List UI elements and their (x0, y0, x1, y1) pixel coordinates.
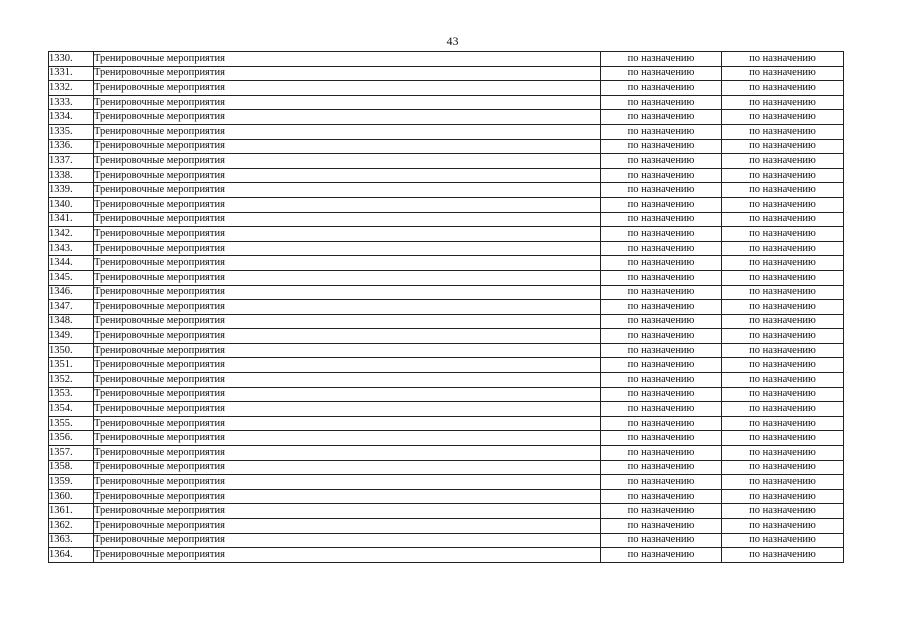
activity-name-cell: Тренировочные мероприятия (94, 183, 601, 198)
activity-name-cell: Тренировочные мероприятия (94, 358, 601, 373)
assignment-cell-2: по назначению (722, 446, 844, 461)
assignment-cell-2: по назначению (722, 475, 844, 490)
assignment-cell-1: по назначению (601, 183, 722, 198)
table-row (49, 256, 844, 271)
activity-name-cell: Тренировочные мероприятия (94, 329, 601, 344)
row-number-cell: 1339. (49, 183, 94, 198)
assignment-cell-2: по назначению (722, 431, 844, 446)
row-number-cell: 1334. (49, 110, 94, 125)
activity-name-cell: Тренировочные мероприятия (94, 212, 601, 227)
assignment-cell-2: по назначению (722, 533, 844, 548)
table-row (49, 300, 844, 315)
activity-name-cell: Тренировочные мероприятия (94, 124, 601, 139)
row-number-cell: 1332. (49, 81, 94, 96)
assignment-cell-1: по назначению (601, 168, 722, 183)
row-number-cell: 1346. (49, 285, 94, 300)
assignment-cell-2: по назначению (722, 285, 844, 300)
activity-name-cell: Тренировочные мероприятия (94, 519, 601, 534)
activity-name-cell: Тренировочные мероприятия (94, 241, 601, 256)
table-row (49, 95, 844, 110)
assignment-cell-2: по назначению (722, 183, 844, 198)
assignment-cell-1: по назначению (601, 314, 722, 329)
row-number-cell: 1345. (49, 270, 94, 285)
activity-name-cell: Тренировочные мероприятия (94, 343, 601, 358)
row-number-cell: 1333. (49, 95, 94, 110)
activity-name-cell: Тренировочные мероприятия (94, 270, 601, 285)
assignment-cell-2: по назначению (722, 519, 844, 534)
assignment-cell-2: по назначению (722, 343, 844, 358)
row-number-cell: 1363. (49, 533, 94, 548)
table-row (49, 504, 844, 519)
activity-name-cell: Тренировочные мероприятия (94, 300, 601, 315)
assignment-cell-1: по назначению (601, 431, 722, 446)
assignment-cell-1: по назначению (601, 548, 722, 563)
activity-name-cell: Тренировочные мероприятия (94, 387, 601, 402)
assignment-cell-2: по назначению (722, 168, 844, 183)
row-number-cell: 1351. (49, 358, 94, 373)
table-row (49, 66, 844, 81)
row-number-cell: 1358. (49, 460, 94, 475)
assignment-cell-1: по назначению (601, 95, 722, 110)
assignment-cell-1: по назначению (601, 504, 722, 519)
row-number-cell: 1359. (49, 475, 94, 490)
assignment-cell-1: по назначению (601, 81, 722, 96)
table-row (49, 460, 844, 475)
assignment-cell-2: по назначению (722, 139, 844, 154)
assignment-cell-1: по назначению (601, 241, 722, 256)
assignment-cell-2: по назначению (722, 66, 844, 81)
assignment-cell-1: по назначению (601, 212, 722, 227)
table-row (49, 475, 844, 490)
table-row (49, 212, 844, 227)
row-number-cell: 1352. (49, 373, 94, 388)
row-number-cell: 1340. (49, 197, 94, 212)
activity-name-cell: Тренировочные мероприятия (94, 66, 601, 81)
row-number-cell: 1336. (49, 139, 94, 154)
assignment-cell-2: по назначению (722, 270, 844, 285)
assignment-cell-2: по назначению (722, 314, 844, 329)
table-row (49, 241, 844, 256)
row-number-cell: 1353. (49, 387, 94, 402)
table-row (49, 314, 844, 329)
assignment-cell-2: по назначению (722, 124, 844, 139)
row-number-cell: 1344. (49, 256, 94, 271)
assignment-cell-1: по назначению (601, 227, 722, 242)
assignment-cell-1: по назначению (601, 154, 722, 169)
assignment-cell-1: по назначению (601, 343, 722, 358)
table-row (49, 285, 844, 300)
table-row (49, 329, 844, 344)
data-table (48, 51, 844, 563)
assignment-cell-2: по назначению (722, 373, 844, 388)
table-row (49, 197, 844, 212)
assignment-cell-1: по назначению (601, 300, 722, 315)
row-number-cell: 1331. (49, 66, 94, 81)
assignment-cell-1: по назначению (601, 446, 722, 461)
row-number-cell: 1348. (49, 314, 94, 329)
assignment-cell-2: по назначению (722, 52, 844, 67)
assignment-cell-1: по назначению (601, 285, 722, 300)
activity-name-cell: Тренировочные мероприятия (94, 154, 601, 169)
table-row (49, 183, 844, 198)
table-row (49, 519, 844, 534)
table-body (49, 52, 844, 563)
table-row (49, 110, 844, 125)
activity-name-cell: Тренировочные мероприятия (94, 168, 601, 183)
assignment-cell-2: по назначению (722, 329, 844, 344)
row-number-cell: 1356. (49, 431, 94, 446)
assignment-cell-1: по назначению (601, 416, 722, 431)
assignment-cell-1: по назначению (601, 66, 722, 81)
row-number-cell: 1343. (49, 241, 94, 256)
row-number-cell: 1342. (49, 227, 94, 242)
activity-name-cell: Тренировочные мероприятия (94, 285, 601, 300)
row-number-cell: 1337. (49, 154, 94, 169)
table-row (49, 124, 844, 139)
row-number-cell: 1349. (49, 329, 94, 344)
activity-name-cell: Тренировочные мероприятия (94, 52, 601, 67)
activity-name-cell: Тренировочные мероприятия (94, 416, 601, 431)
activity-name-cell: Тренировочные мероприятия (94, 314, 601, 329)
assignment-cell-1: по назначению (601, 256, 722, 271)
table-row (49, 446, 844, 461)
assignment-cell-2: по назначению (722, 358, 844, 373)
table-row (49, 402, 844, 417)
assignment-cell-2: по назначению (722, 197, 844, 212)
activity-name-cell: Тренировочные мероприятия (94, 504, 601, 519)
activity-name-cell: Тренировочные мероприятия (94, 227, 601, 242)
activity-name-cell: Тренировочные мероприятия (94, 460, 601, 475)
row-number-cell: 1355. (49, 416, 94, 431)
activity-name-cell: Тренировочные мероприятия (94, 81, 601, 96)
assignment-cell-1: по назначению (601, 110, 722, 125)
activity-name-cell: Тренировочные мероприятия (94, 548, 601, 563)
assignment-cell-1: по назначению (601, 197, 722, 212)
table-row (49, 343, 844, 358)
row-number-cell: 1350. (49, 343, 94, 358)
row-number-cell: 1364. (49, 548, 94, 563)
assignment-cell-2: по назначению (722, 402, 844, 417)
table-row (49, 431, 844, 446)
assignment-cell-2: по назначению (722, 416, 844, 431)
row-number-cell: 1361. (49, 504, 94, 519)
table-row (49, 358, 844, 373)
row-number-cell: 1360. (49, 489, 94, 504)
activity-name-cell: Тренировочные мероприятия (94, 139, 601, 154)
page-number: 43 (446, 34, 459, 48)
assignment-cell-1: по назначению (601, 358, 722, 373)
activity-name-cell: Тренировочные мероприятия (94, 489, 601, 504)
table-row (49, 270, 844, 285)
assignment-cell-1: по назначению (601, 124, 722, 139)
assignment-cell-1: по назначению (601, 270, 722, 285)
row-number-cell: 1362. (49, 519, 94, 534)
activity-name-cell: Тренировочные мероприятия (94, 95, 601, 110)
table-row (49, 373, 844, 388)
table-row (49, 416, 844, 431)
assignment-cell-2: по назначению (722, 154, 844, 169)
table-row (49, 154, 844, 169)
assignment-cell-2: по назначению (722, 504, 844, 519)
assignment-cell-2: по назначению (722, 95, 844, 110)
assignment-cell-1: по назначению (601, 139, 722, 154)
assignment-cell-2: по назначению (722, 548, 844, 563)
assignment-cell-2: по назначению (722, 256, 844, 271)
activity-name-cell: Тренировочные мероприятия (94, 446, 601, 461)
assignment-cell-2: по назначению (722, 387, 844, 402)
assignment-cell-1: по назначению (601, 387, 722, 402)
table-row (49, 139, 844, 154)
row-number-cell: 1330. (49, 52, 94, 67)
assignment-cell-2: по назначению (722, 212, 844, 227)
table-row (49, 548, 844, 563)
row-number-cell: 1357. (49, 446, 94, 461)
activity-name-cell: Тренировочные мероприятия (94, 197, 601, 212)
assignment-cell-2: по назначению (722, 241, 844, 256)
table-row (49, 387, 844, 402)
assignment-cell-2: по назначению (722, 489, 844, 504)
assignment-cell-1: по назначению (601, 373, 722, 388)
assignment-cell-1: по назначению (601, 402, 722, 417)
assignment-cell-1: по назначению (601, 475, 722, 490)
assignment-cell-1: по назначению (601, 52, 722, 67)
assignment-cell-2: по назначению (722, 110, 844, 125)
table-row (49, 227, 844, 242)
activity-name-cell: Тренировочные мероприятия (94, 373, 601, 388)
assignment-cell-2: по назначению (722, 300, 844, 315)
assignment-cell-2: по назначению (722, 460, 844, 475)
row-number-cell: 1341. (49, 212, 94, 227)
assignment-cell-1: по назначению (601, 489, 722, 504)
activity-name-cell: Тренировочные мероприятия (94, 402, 601, 417)
assignment-cell-2: по назначению (722, 81, 844, 96)
table-row (49, 168, 844, 183)
row-number-cell: 1338. (49, 168, 94, 183)
assignment-cell-2: по назначению (722, 227, 844, 242)
activity-name-cell: Тренировочные мероприятия (94, 110, 601, 125)
assignment-cell-1: по назначению (601, 519, 722, 534)
row-number-cell: 1354. (49, 402, 94, 417)
row-number-cell: 1335. (49, 124, 94, 139)
row-number-cell: 1347. (49, 300, 94, 315)
assignment-cell-1: по назначению (601, 460, 722, 475)
table-row (49, 489, 844, 504)
assignment-cell-1: по назначению (601, 329, 722, 344)
table-row (49, 81, 844, 96)
table-row (49, 52, 844, 67)
assignment-cell-1: по назначению (601, 533, 722, 548)
activity-name-cell: Тренировочные мероприятия (94, 431, 601, 446)
activity-name-cell: Тренировочные мероприятия (94, 256, 601, 271)
table-row (49, 533, 844, 548)
activity-name-cell: Тренировочные мероприятия (94, 533, 601, 548)
activity-name-cell: Тренировочные мероприятия (94, 475, 601, 490)
